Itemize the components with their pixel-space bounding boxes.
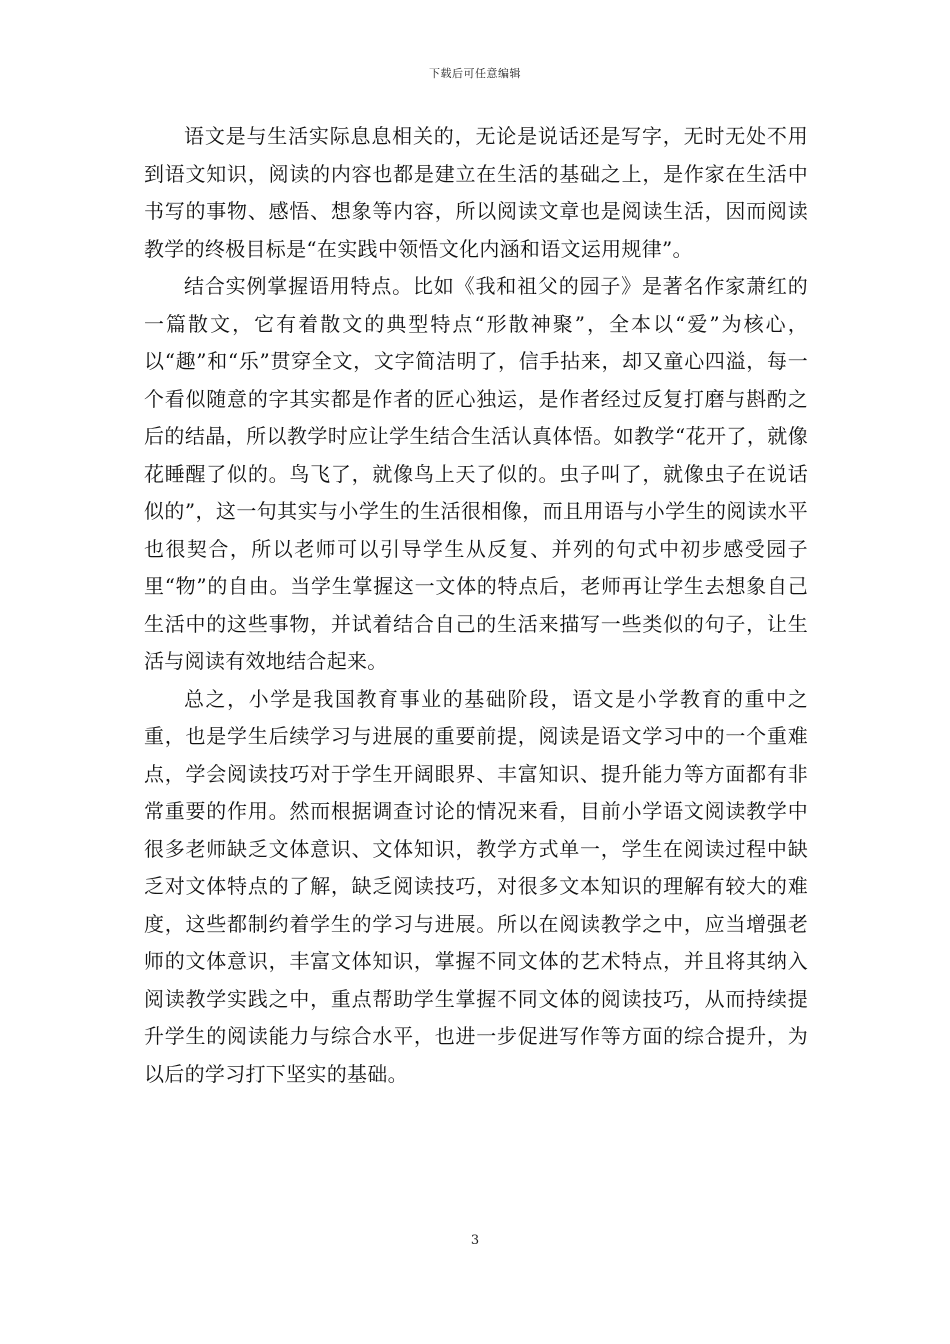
body-text xyxy=(144,118,808,1093)
page-header: 下载后可任意编辑 xyxy=(429,67,521,80)
paragraph-3: 总之，小学是我国教育事业的基础阶段，语文是小学教育的重中之重，也是学生后续学习与进展的重要前提，阅读是语文学习中的一个重难点，学会阅读技巧对于学生开阔眼界、丰富知识、提升能力等方面都有非常重要的作用。然而根据调查讨论的情况来看，目前小学语文阅读教学中很多老师缺乏文体意识、文体知识，教学方式单一，学生在阅读过程中缺乏对文体特点的了解，缺乏阅读技巧，对很多文本知识的理解有较大的难度，这些都制约着学生的学习与进展。所以在阅读教学之中，应当增强老师的文体意识，丰富文体知识，掌握不同文体的艺术特点，并且将其纳入阅读教学实践之中，重点帮助学生掌握不同文体的阅读技巧，从而持续提升学生的阅读能力与综合水平，也进一步促进写作等方面的综合提升，为以后的学习打下坚实的基础。 xyxy=(144,686,808,1086)
paragraph-1: 语文是与生活实际息息相关的，无论是说话还是写字，无时无处不用到语文知识，阅读的内容也都是建立在生活的基础之上，是作家在生活中书写的事物、感悟、想象等内容，所以阅读文章也是阅读生活，因而阅读教学的终极目标是“在实践中领悟文化内涵和语文运用规律”。 xyxy=(144,124,808,261)
page-number: 3 xyxy=(470,1233,480,1248)
paragraph-2: 结合实例掌握语用特点。比如《我和祖父的园子》是著名作家萧红的一篇散文，它有着散文的典型特点“形散神聚”，全本以“爱”为核心，以“趣”和“乐”贯穿全文，文字简洁明了，信手拈来，却又童心四溢，每一个看似随意的字其实都是作者的匠心独运，是作者经过反复打磨与斟酌之后的结晶，所以教学时应让学生结合生活认真体悟。如教学“花开了，就像花睡醒了似的。鸟飞了，就像鸟上天了似的。虫子叫了，就像虫子在说话似的”，这一句其实与小学生的生活很相像，而且用语与小学生的阅读水平也很契合，所以老师可以引导学生从反复、并列的句式中初步感受园子里“物”的自由。当学生掌握这一文体的特点后，老师再让学生去想象自己生活中的这些事物，并试着结合自己的生活来描写一些类似的句子，让生活与阅读有效地结合起来。 xyxy=(144,274,808,673)
